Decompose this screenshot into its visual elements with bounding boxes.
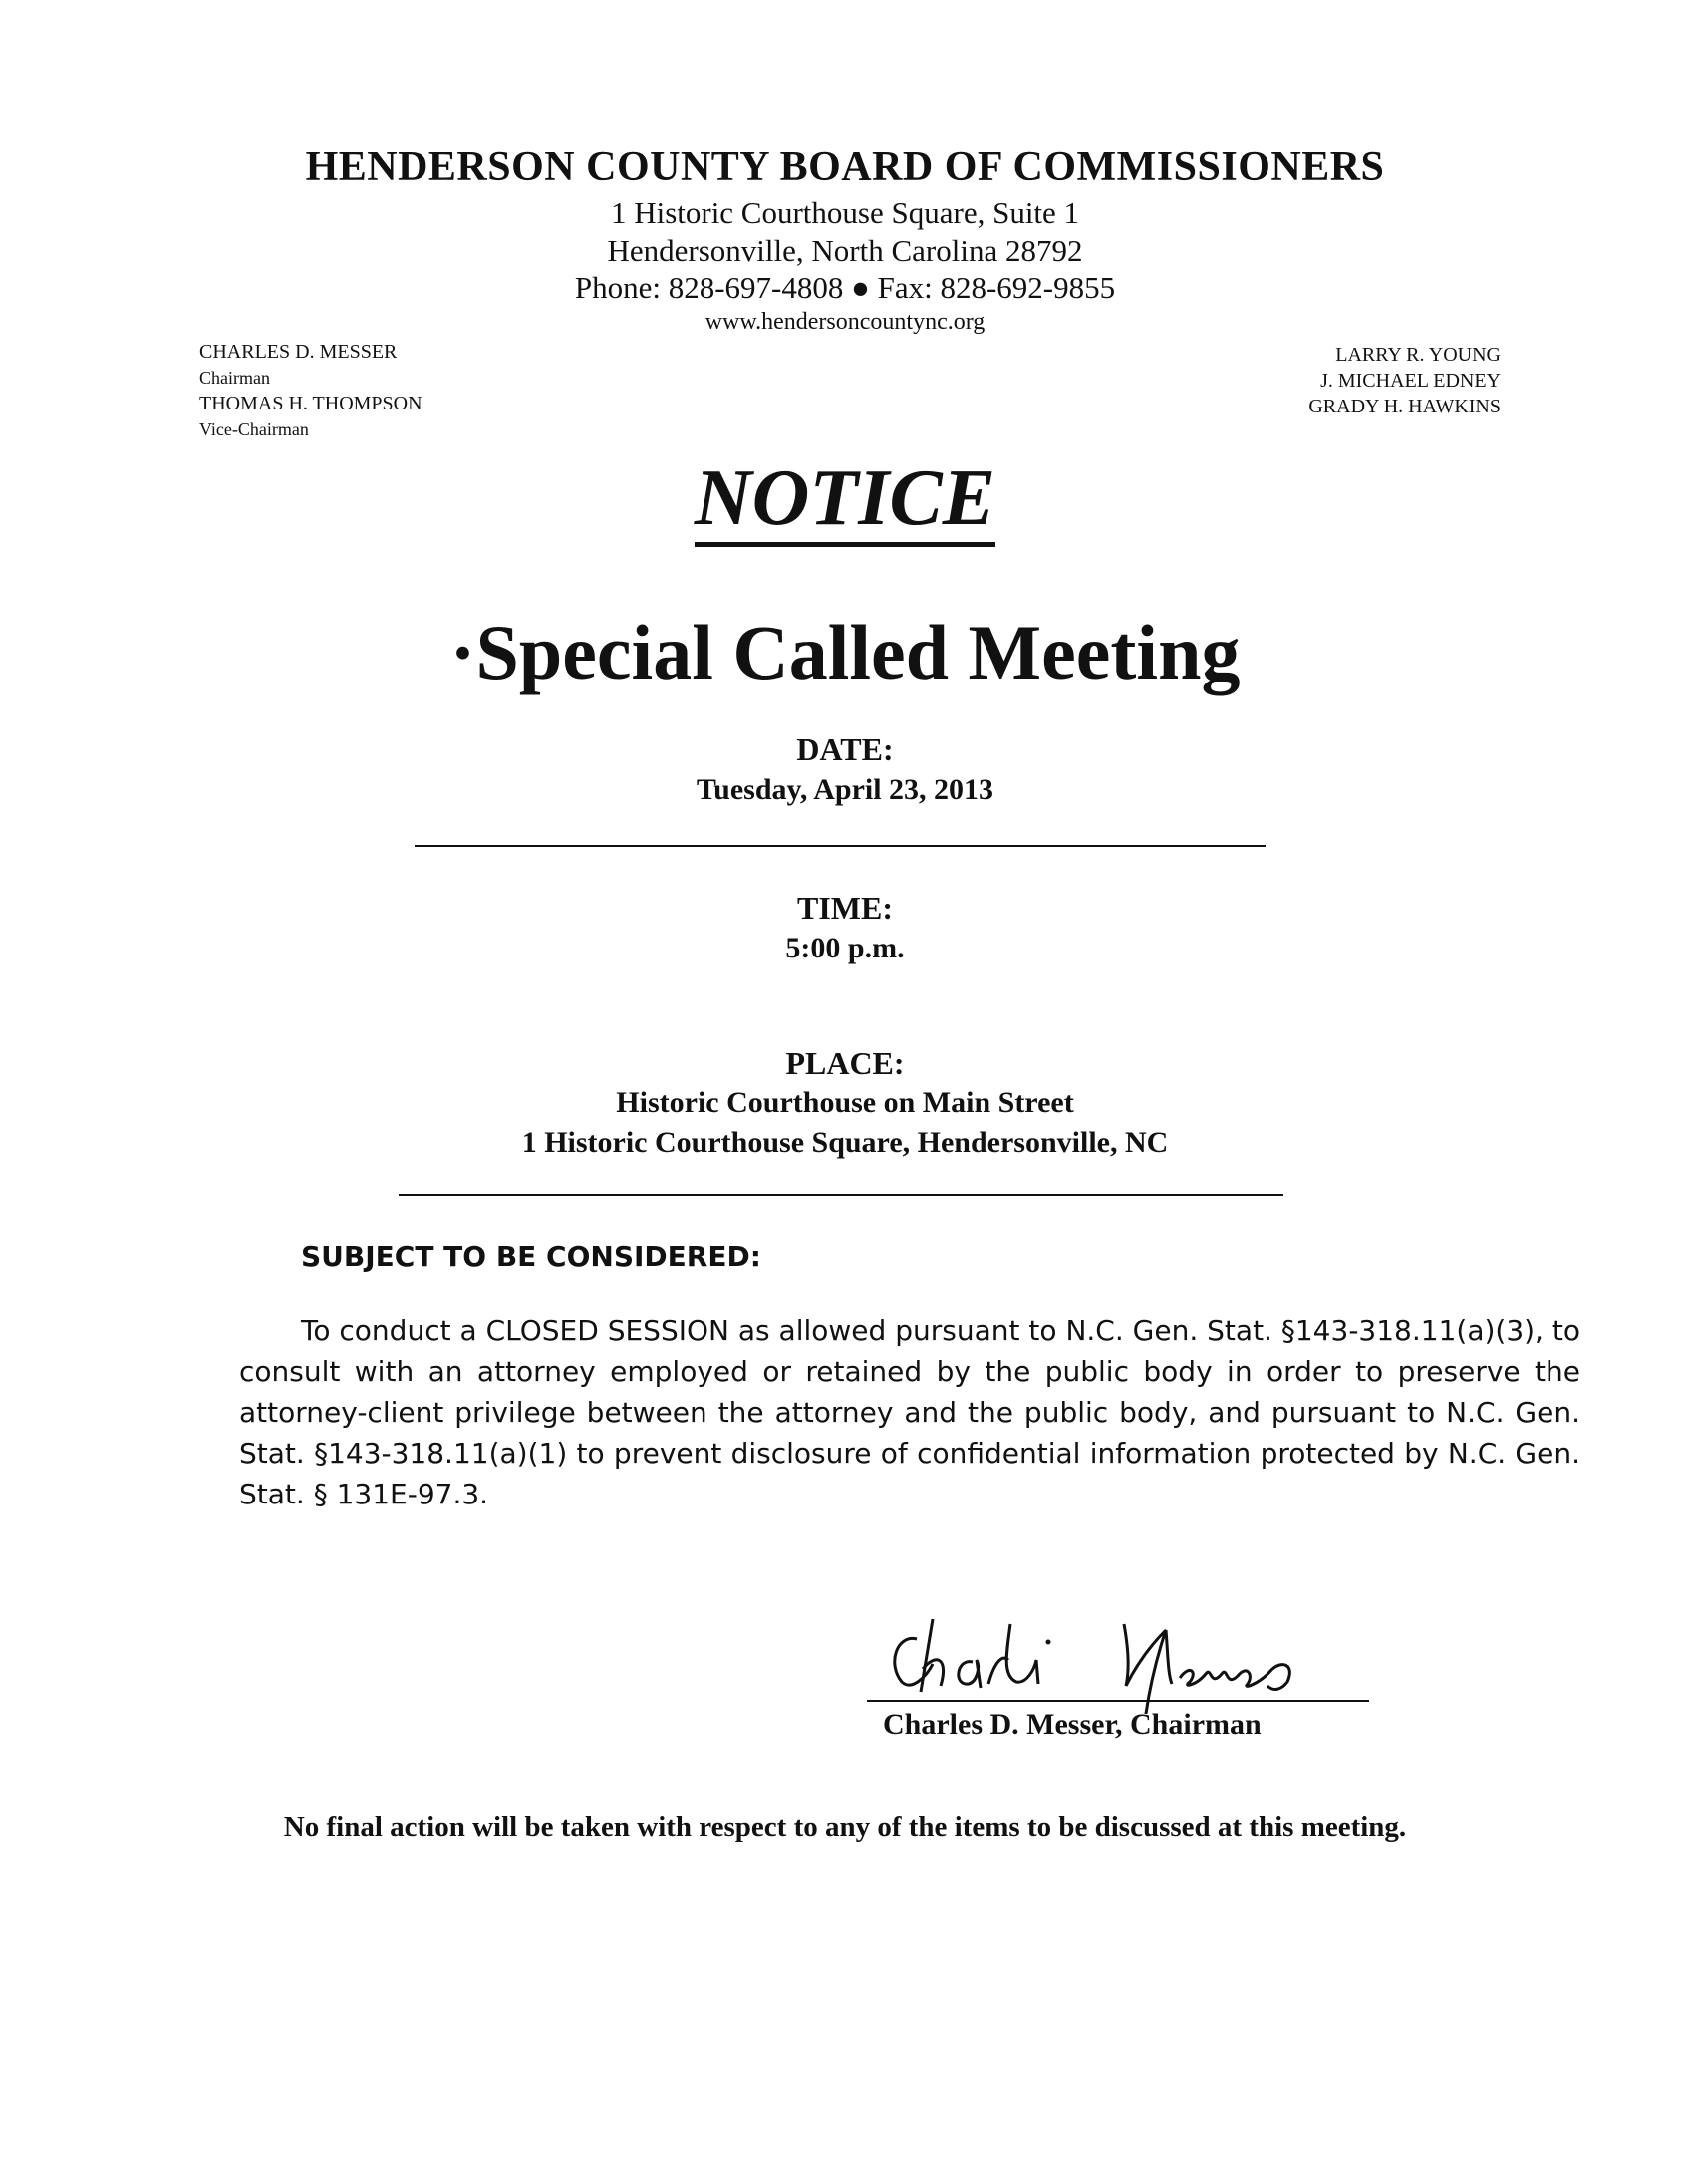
place-line-2: 1 Historic Courthouse Square, Hendersonville, NC — [521, 1126, 1169, 1159]
website-link[interactable]: www.hendersoncountync.org — [704, 309, 986, 335]
subject-heading: SUBJECT TO BE CONSIDERED: — [301, 1240, 761, 1273]
signatory-name: Charles D. Messer, Chairman — [883, 1708, 1262, 1741]
place-line-1: Historic Courthouse on Main Street — [616, 1086, 1074, 1119]
commissioner-name: CHARLES D. MESSER — [199, 341, 398, 363]
commissioner-name: LARRY R. YOUNG — [1335, 344, 1501, 366]
date-label: DATE: — [796, 731, 894, 767]
meeting-type-title: ·Special Called Meeting — [449, 609, 1241, 695]
place-label: PLACE: — [785, 1045, 905, 1081]
commissioners-right — [1308, 342, 1501, 419]
divider-line — [399, 1194, 1283, 1196]
address-line-2: Hendersonville, North Carolina 28792 — [607, 233, 1083, 268]
commissioner-name: J. MICHAEL EDNEY — [1320, 370, 1501, 392]
phone-fax-line: Phone: 828-697-4808 ● Fax: 828-692-9855 — [574, 270, 1116, 305]
commissioner-role: Chairman — [199, 368, 270, 388]
commissioner-name: GRADY H. HAWKINS — [1308, 396, 1501, 417]
subject-body — [239, 1310, 1580, 1514]
signature-line — [867, 1700, 1369, 1702]
letterhead-title: HENDERSON COUNTY BOARD OF COMMISSIONERS — [305, 144, 1385, 190]
time-value: 5:00 p.m. — [785, 932, 905, 964]
commissioner-role: Vice-Chairman — [199, 419, 309, 439]
notice-heading-text: NOTICE — [695, 458, 995, 547]
handwritten-signature — [877, 1564, 1355, 1714]
date-value: Tuesday, April 23, 2013 — [696, 773, 994, 806]
address-line-1: 1 Historic Courthouse Square, Suite 1 — [610, 195, 1080, 230]
commissioner-name: THOMAS H. THOMPSON — [199, 393, 422, 414]
notice-heading — [0, 453, 1690, 547]
time-label: TIME: — [797, 890, 893, 926]
commissioners-left — [199, 339, 422, 442]
subject-body-text: To conduct a CLOSED SESSION as allowed pursuant to N.C. Gen. Stat. §143-318.11(a)(3), to consult with an attorney employed or retained by the public body in order to preserve the attorney-client privilege between the attorney and the public body, and pursuant to N.C. Gen. Stat. §143-318.11(a)(1) to prevent disclosure of confidential information protected by N.C. Gen. Stat. § 131E-97.3. — [239, 1314, 1580, 1510]
divider-line — [415, 845, 1266, 847]
footer-disclaimer: No final action will be taken with respect to any of the items to be discussed at this meeting. — [283, 1811, 1407, 1843]
